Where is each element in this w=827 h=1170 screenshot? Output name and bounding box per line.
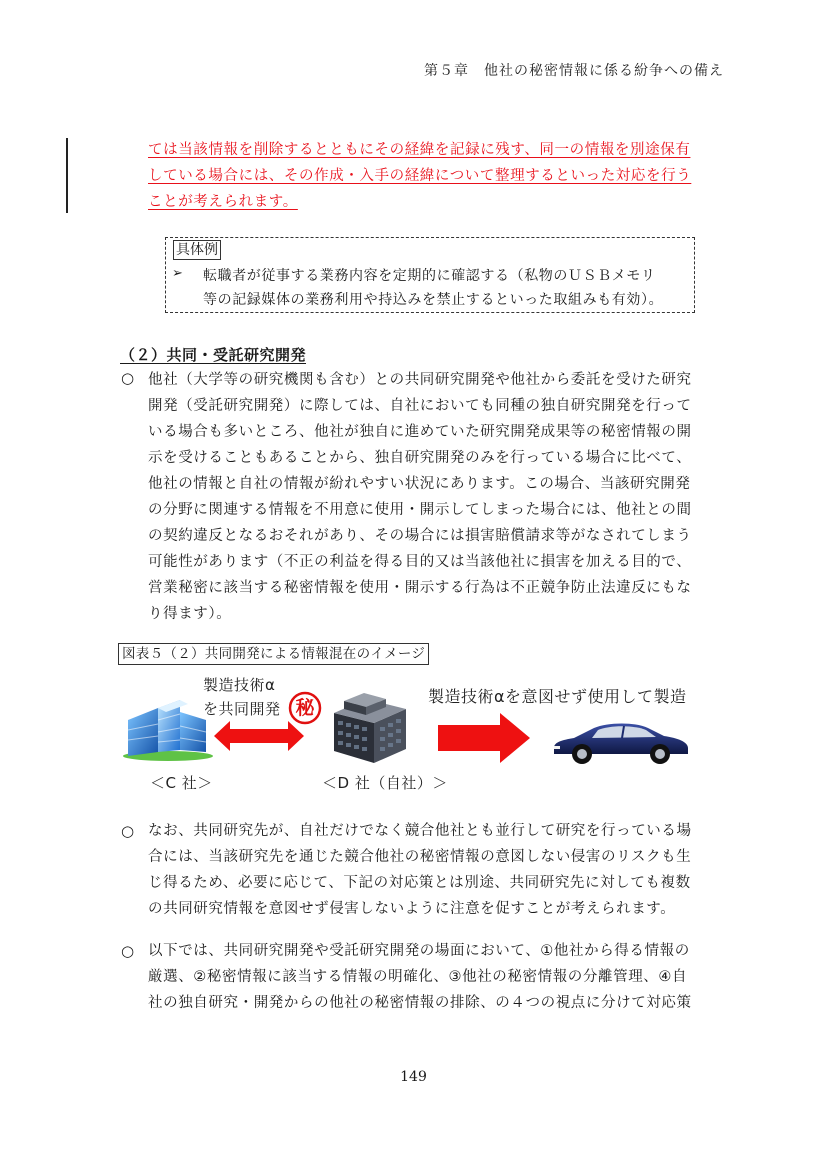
chapter-header: 第５章 他社の秘密情報に係る紛争への備え (424, 63, 724, 79)
secret-stamp-icon: 秘 (288, 691, 322, 725)
paragraph-line: り得ます）。 (148, 606, 232, 622)
revised-line: ては当該情報を削除するとともにその経緯を記録に残す、同一の情報を別途保有 (148, 142, 691, 158)
paragraph-line: の分野に関連する情報を不用意に使用・開示してしまった場合には、他社との間 (148, 502, 692, 518)
revised-line: している場合には、その作成・入手の経緯について整理するといった対応を行う (148, 168, 692, 184)
paragraph (148, 818, 708, 922)
circle-bullet-icon: ○ (121, 942, 135, 960)
revised-line: ことが考えられます。 (148, 194, 298, 210)
company-d-label: ＜D 社（自社）＞ (322, 774, 448, 792)
right-arrow-icon (438, 713, 530, 763)
paragraph (148, 367, 708, 627)
paragraph-line: いる場合も多いところ、他社が独自に進めていた研究開発成果等の秘密情報の開 (148, 424, 692, 440)
paragraph-line: 合には、当該研究先を通じた競合他社の秘密情報の意図しない侵害のリスクも生 (148, 849, 692, 865)
paragraph-line: じ得るため、必要に応じて、下記の対応策とは別途、共同研究先に対しても複数 (148, 875, 691, 891)
example-text (203, 264, 663, 312)
company-d-building-icon (330, 685, 410, 765)
paragraph-line: 営業秘密に該当する秘密情報を使用・開示する行為は不正競争防止法違反にもな (148, 580, 692, 596)
arrow-bullet-icon: ➢ (172, 266, 183, 281)
company-c-building-icon (118, 690, 213, 762)
revision-bar (66, 138, 68, 213)
double-arrow-icon (214, 719, 304, 753)
car-icon (548, 718, 693, 766)
paragraph-line: の契約違反となるおそれがあり、その場合には損害賠償請求等がなされてしまう (148, 528, 692, 544)
paragraph-line: 開発（受託研究開発）に際しては、自社においても同種の独自研究開発を行って (148, 398, 692, 414)
paragraph (148, 938, 708, 1016)
joint-development-label: 製造技術α を共同開発 (203, 676, 281, 718)
usage-label: 製造技術αを意図せず使用して製造 (428, 687, 687, 706)
paragraph-line: 他社の情報と自社の情報が紛れやすい状況にあります。この場合、当該研究開発 (148, 476, 691, 492)
company-c-label: ＜C 社＞ (150, 774, 213, 792)
example-title: 具体例 (173, 240, 221, 260)
paragraph-line: 以下では、共同研究開発や受託研究開発の場面において、①他社から得る情報の (148, 943, 690, 959)
paragraph-line: なお、共同研究先が、自社だけでなく競合他社とも並行して研究を行っている場 (148, 823, 692, 839)
page-number: 149 (400, 1069, 427, 1085)
example-line: 転職者が従事する業務内容を定期的に確認する（私物のＵＳＢメモリ (203, 268, 656, 284)
example-line: 等の記録媒体の業務利用や持込みを禁止するといった取組みも有効）。 (203, 292, 664, 308)
section-heading: （２）共同・受託研究開発 (120, 346, 307, 364)
circle-bullet-icon: ○ (121, 822, 135, 840)
paragraph-line: 可能性があります（不正の利益を得る目的又は当該他社に損害を加える目的で、 (148, 554, 692, 570)
figure-caption: 図表５（２）共同開発による情報混在のイメージ (118, 643, 429, 665)
revised-text-block (148, 137, 708, 215)
paragraph-line: 厳選、②秘密情報に該当する情報の明確化、③他社の秘密情報の分離管理、④自 (148, 969, 688, 985)
paragraph-line: 示を受けることもあることから、独自研究開発のみを行っている場合に比べて、 (148, 450, 692, 466)
paragraph-line: 社の独自研究・開発からの他社の秘密情報の排除、の４つの視点に分けて対応策 (148, 995, 692, 1011)
paragraph-line: 他社（大学等の研究機関も含む）との共同研究開発や他社から委託を受けた研究 (148, 372, 692, 388)
paragraph-line: の共同研究情報を意図せず侵害しないように注意を促すことが考えられます。 (148, 901, 676, 917)
circle-bullet-icon: ○ (121, 369, 135, 387)
